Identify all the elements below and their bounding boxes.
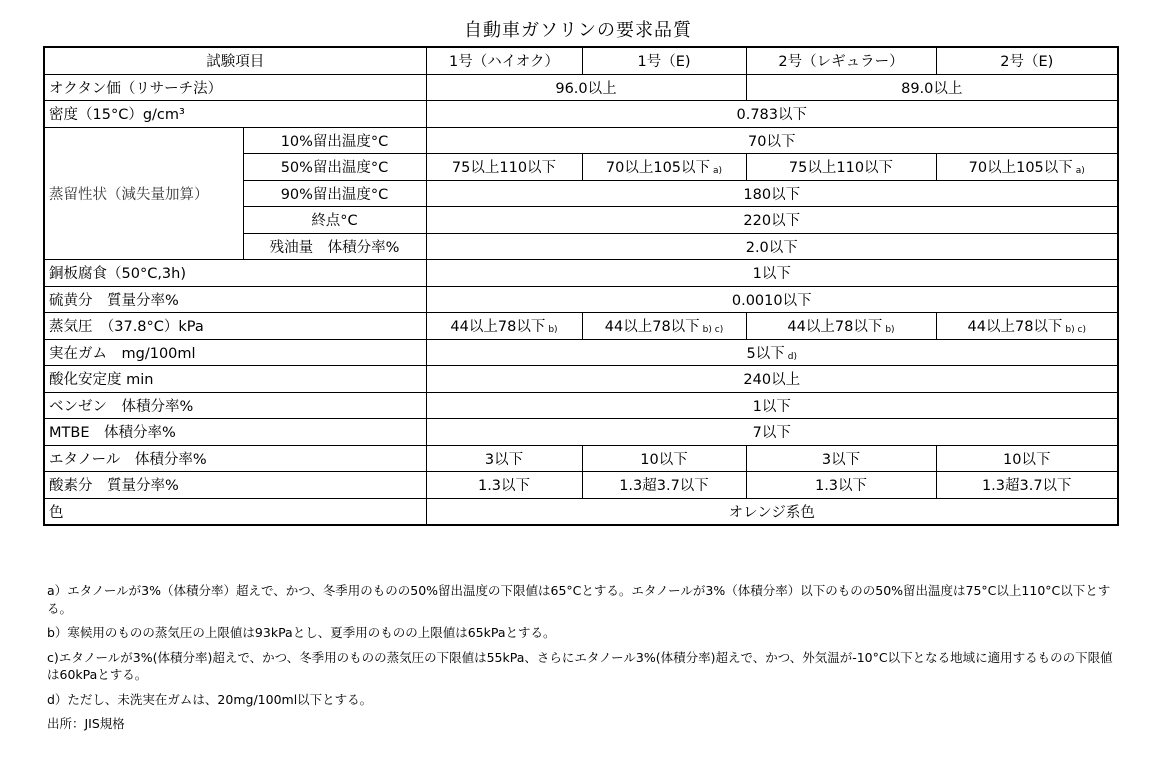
- footnote-marker: a): [713, 166, 723, 177]
- header-grade-1-premium: 1号（ハイオク）: [426, 47, 582, 74]
- row-label-vapor: 蒸気圧 （37.8°C）kPa: [44, 313, 426, 340]
- row-label-benzene: ベンゼン 体積分率%: [44, 392, 426, 419]
- row-label-sulfur: 硫黄分 質量分率%: [44, 286, 426, 313]
- row-label-oxidation: 酸化安定度 min: [44, 366, 426, 393]
- table-row-oxygen: [44, 472, 1118, 499]
- footnote-marker: a): [1075, 166, 1085, 177]
- table-row-oxidation: [44, 366, 1118, 393]
- header-grade-2-regular: 2号（レギュラー）: [746, 47, 936, 74]
- footnote-a: a）エタノールが3%（体積分率）超えで、かつ、冬季用のものの50%留出温度の下限値は65°Cとする。エタノールが3%（体積分率）以下のものの50%留出温度は75°C以上110°C以下とする。: [47, 583, 1111, 616]
- end-point-value: 220以下: [426, 207, 1118, 234]
- header-test-item: 試験項目: [44, 47, 426, 74]
- sub-label-residue: 残油量 体積分率%: [243, 233, 426, 260]
- gum-value: 5以下: [746, 345, 785, 362]
- table-row-gum: [44, 339, 1118, 366]
- ethanol-grade-2-e: 10以下: [936, 445, 1118, 472]
- ethanol-grade-1-e: 10以下: [582, 445, 746, 472]
- footnote-d: d）ただし、未洗実在ガムは、20mg/100ml以下とする。: [47, 691, 373, 707]
- row-label-density: 密度（15°C）g/cm³: [44, 101, 426, 128]
- benzene-value: 1以下: [426, 392, 1118, 419]
- footnote-marker: b) c): [702, 325, 724, 336]
- t50-grade-1-e: [582, 154, 746, 181]
- ethanol-grade-1-premium: 3以下: [426, 445, 582, 472]
- octane-grade-2: 89.0以上: [746, 74, 1118, 101]
- sub-label-t90: 90%留出温度°C: [243, 180, 426, 207]
- table-row-vapor: [44, 313, 1118, 340]
- mtbe-value: 7以下: [426, 419, 1118, 446]
- footnote-marker: d): [787, 351, 797, 362]
- table-row-mtbe: [44, 419, 1118, 446]
- source-note: 出所：JIS規格: [47, 716, 125, 731]
- sub-label-t10: 10%留出温度°C: [243, 127, 426, 154]
- vapor-grade-1-e: [582, 313, 746, 340]
- t90-value: 180以下: [426, 180, 1118, 207]
- t50-grade-2-e: [936, 154, 1118, 181]
- oxidation-value: 240以上: [426, 366, 1118, 393]
- t10-value: 70以下: [426, 127, 1118, 154]
- t50-grade-2-regular: 75以上110以下: [746, 154, 936, 181]
- sulfur-value: 0.0010以下: [426, 286, 1118, 313]
- t50-grade-2-e-value: 70以上105以下: [968, 160, 1073, 177]
- vapor-grade-2-e: [936, 313, 1118, 340]
- oxygen-grade-1-e: 1.3超3.7以下: [582, 472, 746, 499]
- row-label-octane: オクタン価（リサーチ法）: [44, 74, 426, 101]
- color-value: オレンジ系色: [426, 498, 1118, 525]
- table-row-copper: [44, 260, 1118, 287]
- table-header-row: [44, 47, 1118, 74]
- table-row-ethanol: [44, 445, 1118, 472]
- gum-cell: [426, 339, 1118, 366]
- footnote-b: b）寒候用のものの蒸気圧の上限値は93kPaとし、夏季用のものの上限値は65kPaとする。: [47, 625, 556, 640]
- row-label-copper: 銅板腐食（50°C,3h): [44, 260, 426, 287]
- vapor-grade-2-regular-value: 44以上78以下: [787, 319, 883, 336]
- vapor-grade-2-regular: [746, 313, 936, 340]
- t50-grade-1-e-value: 70以上105以下: [605, 160, 711, 177]
- row-label-color: 色: [44, 498, 426, 525]
- octane-grade-1: 96.0以上: [426, 74, 746, 101]
- row-label-mtbe: MTBE 体積分率%: [44, 419, 426, 446]
- row-label-gum: 実在ガム mg/100ml: [44, 339, 426, 366]
- row-label-distillation: 蒸留性状（減失量加算）: [44, 127, 243, 260]
- footnote-marker: b): [548, 325, 558, 336]
- table-row-octane: [44, 74, 1118, 101]
- footnote-c: c)エタノールが3%(体積分率)超えで、かつ、冬季用のものの蒸気圧の下限値は55kPa、さらにエタノール3%(体積分率)超えで、かつ、外気温が-10°C以下となる地域に適用するものの下限値は60kPaとする。: [47, 649, 1113, 682]
- oxygen-grade-2-e: 1.3超3.7以下: [936, 472, 1118, 499]
- table-row-color: [44, 498, 1118, 525]
- table-row-distill-10: [44, 127, 1118, 154]
- header-grade-1-e: 1号（E): [582, 47, 746, 74]
- oxygen-grade-2-regular: 1.3以下: [746, 472, 936, 499]
- sub-label-end-point: 終点°C: [243, 207, 426, 234]
- vapor-grade-1-premium-value: 44以上78以下: [450, 319, 546, 336]
- gasoline-spec-table: [43, 46, 1119, 526]
- copper-value: 1以下: [426, 260, 1118, 287]
- table-row-benzene: [44, 392, 1118, 419]
- residue-value: 2.0以下: [426, 233, 1118, 260]
- vapor-grade-2-e-value: 44以上78以下: [967, 319, 1063, 336]
- t50-grade-1-premium: 75以上110以下: [426, 154, 582, 181]
- oxygen-grade-1-premium: 1.3以下: [426, 472, 582, 499]
- ethanol-grade-2-regular: 3以下: [746, 445, 936, 472]
- table-row-density: [44, 101, 1118, 128]
- row-label-oxygen: 酸素分 質量分率%: [44, 472, 426, 499]
- footnote-marker: b): [885, 325, 895, 336]
- vapor-grade-1-premium: [426, 313, 582, 340]
- sub-label-t50: 50%留出温度°C: [243, 154, 426, 181]
- page-title: 自動車ガソリンの要求品質: [464, 20, 692, 41]
- footnotes: [47, 582, 1117, 740]
- header-grade-2-e: 2号（E): [936, 47, 1118, 74]
- density-value: 0.783以下: [426, 101, 1118, 128]
- vapor-grade-1-e-value: 44以上78以下: [604, 319, 700, 336]
- footnote-marker: b) c): [1065, 325, 1086, 336]
- row-label-ethanol: エタノール 体積分率%: [44, 445, 426, 472]
- table-row-sulfur: [44, 286, 1118, 313]
